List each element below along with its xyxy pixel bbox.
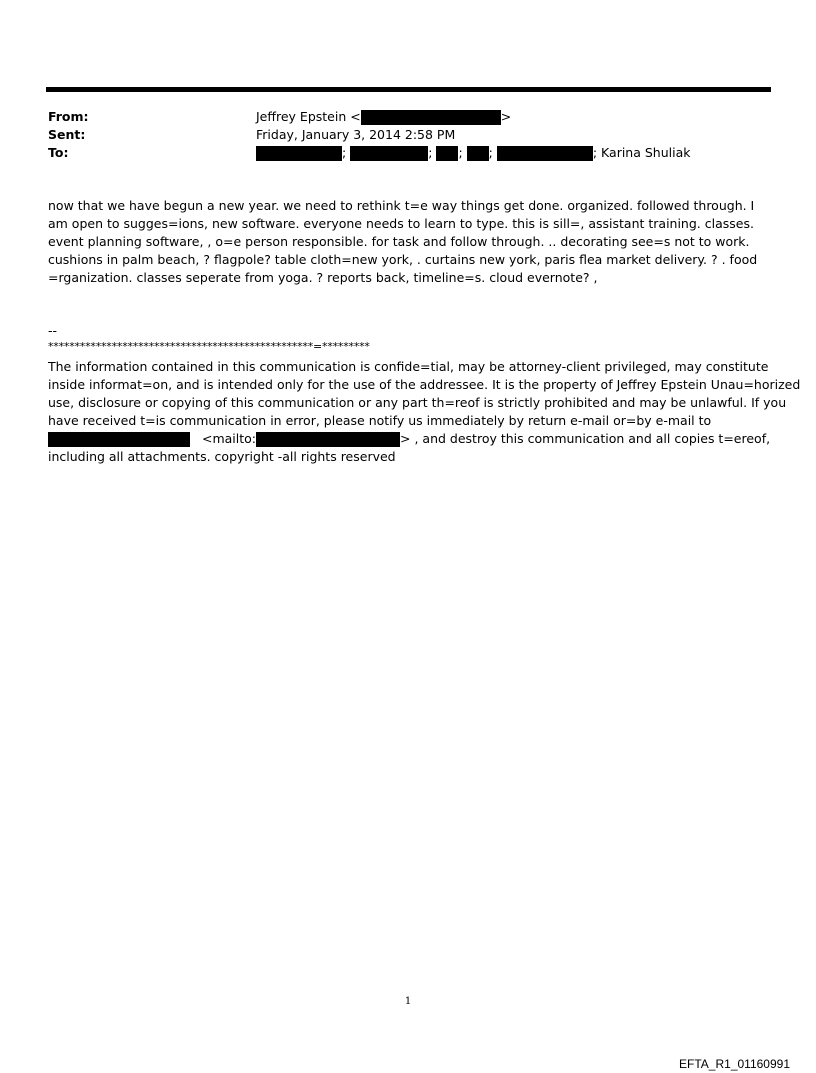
signature-stars: **************************************************=********* bbox=[48, 340, 370, 353]
signature-dash: -- bbox=[48, 323, 58, 338]
mailto-text: <mailto: bbox=[202, 431, 257, 446]
to-separator: ; bbox=[428, 145, 433, 160]
redaction-box bbox=[48, 432, 190, 447]
to-separator: ; bbox=[488, 145, 493, 160]
confidentiality-disclaimer bbox=[48, 358, 801, 466]
sent-row bbox=[48, 126, 768, 144]
to-label: To: bbox=[48, 145, 69, 160]
page-number: 1 bbox=[404, 996, 412, 1007]
sent-value: Friday, January 3, 2014 2:58 PM bbox=[256, 127, 456, 142]
redaction-box bbox=[467, 146, 489, 161]
from-close: > bbox=[500, 109, 512, 124]
disclaimer-line: inside informat=on, and is intended only for the use of the addressee. It is the property of Jeffrey Epstein Unau=horized bbox=[48, 377, 801, 392]
to-value bbox=[256, 144, 691, 162]
disclaimer-line bbox=[48, 430, 773, 448]
from-row bbox=[48, 108, 768, 126]
document-id: EFTA_R1_01160991 bbox=[679, 1057, 790, 1071]
from-label: From: bbox=[48, 109, 89, 124]
redaction-box bbox=[256, 432, 400, 447]
redaction-box bbox=[256, 146, 342, 161]
redaction-box bbox=[350, 146, 428, 161]
redaction-box bbox=[361, 110, 501, 125]
email-header bbox=[48, 108, 768, 162]
disclaimer-line: including all attachments. copyright -all rights reserved bbox=[48, 449, 396, 464]
email-body: now that we have begun a new year. we need to rethink t=e way things get done. organized. followed through. I am open to sugges=ions, new software. everyone needs to learn to type. this is sill=, assistant training. classes. event planning software, , o=e person responsible. for task and follow through. .. decorating see=s not to work. cushions in palm beach, ? flagpole? table cloth=new york, . curtains new york, paris flea market delivery. ? . food =rganization. classes seperate from yoga. ? reports back, timeline=s. cloud evernote? , bbox=[48, 198, 758, 285]
top-divider bbox=[46, 87, 771, 92]
disclaimer-line: have received t=is communication in error, please notify us immediately by return e-mail or=by e-mail to bbox=[48, 413, 712, 428]
to-row bbox=[48, 144, 768, 162]
redaction-box bbox=[436, 146, 458, 161]
from-value bbox=[256, 108, 511, 126]
disclaimer-line: use, disclosure or copying of this communication or any part th=reof is strictly prohibited and may be unlawful. If you bbox=[48, 395, 787, 410]
to-separator: ; bbox=[342, 145, 347, 160]
disclaimer-line: The information contained in this communication is confide=tial, may be attorney-client privileged, may constitute bbox=[48, 359, 769, 374]
to-last-recipient: ; Karina Shuliak bbox=[592, 145, 691, 160]
redaction-box bbox=[497, 146, 593, 161]
to-separator: ; bbox=[458, 145, 463, 160]
sent-label: Sent: bbox=[48, 127, 86, 142]
from-name: Jeffrey Epstein < bbox=[256, 109, 361, 124]
disclaimer-line-rest: > , and destroy this communication and all copies t=ereof, bbox=[400, 431, 771, 446]
